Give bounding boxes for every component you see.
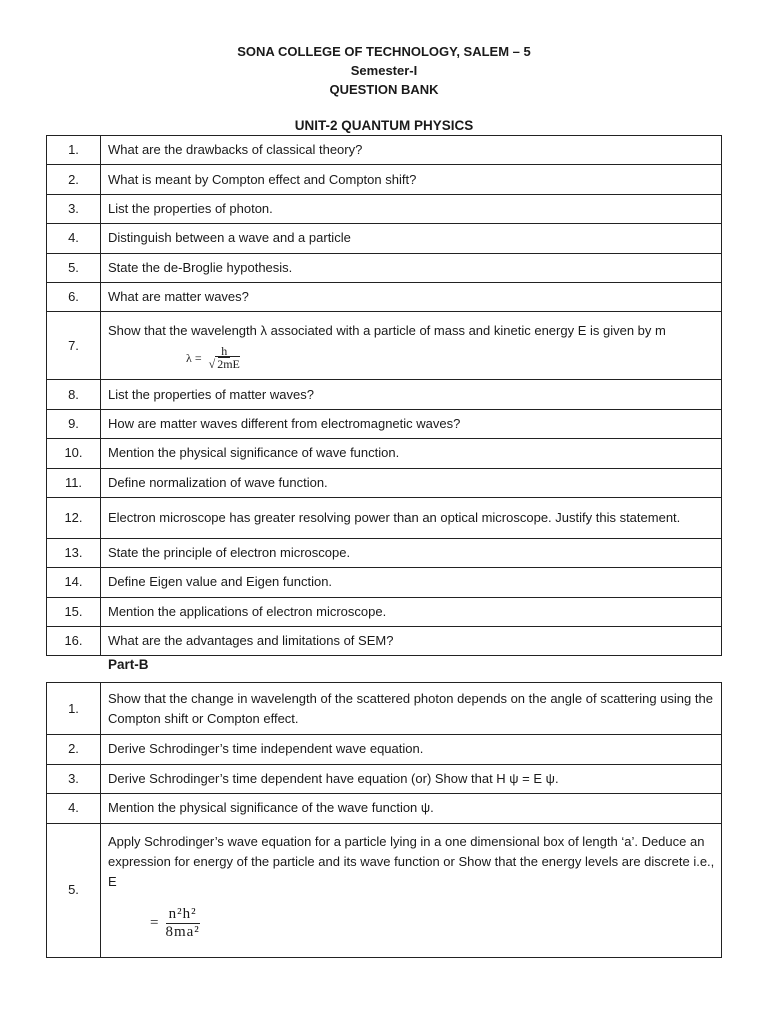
question-cell bbox=[101, 823, 722, 957]
question-number: 3. bbox=[47, 764, 101, 794]
question-text: How are matter waves different from electromagnetic waves? bbox=[101, 409, 722, 438]
question-number: 15. bbox=[47, 597, 101, 626]
energy-formula bbox=[150, 906, 715, 941]
table-row bbox=[47, 409, 722, 438]
formula-denominator-wrap: √ 2mE bbox=[208, 357, 240, 372]
formula-numerator: n²h² bbox=[166, 906, 200, 924]
question-text: What are the advantages and limitations of SEM? bbox=[101, 627, 722, 656]
table-row bbox=[47, 794, 722, 824]
question-number: 10. bbox=[47, 439, 101, 468]
question-number: 1. bbox=[47, 136, 101, 165]
question-number: 5. bbox=[47, 823, 101, 957]
question-text: Define normalization of wave function. bbox=[101, 468, 722, 497]
table-row bbox=[47, 439, 722, 468]
table-row bbox=[47, 497, 722, 538]
unit-title: UNIT-2 QUANTUM PHYSICS bbox=[294, 118, 474, 133]
question-text: Mention the physical significance of wave function. bbox=[101, 439, 722, 468]
question-text: Show that the wavelength λ associated with a particle of mass and kinetic energy E is given by m bbox=[108, 323, 666, 339]
formula-numerator: h bbox=[218, 345, 230, 358]
question-text: List the properties of photon. bbox=[101, 194, 722, 223]
formula-fraction bbox=[162, 906, 202, 941]
question-number: 8. bbox=[47, 380, 101, 409]
table-row bbox=[47, 823, 722, 957]
question-text: Electron microscope has greater resolving power than an optical microscope. Justify this statement. bbox=[101, 497, 722, 538]
table-row bbox=[47, 380, 722, 409]
question-text: Show that the change in wavelength of the scattered photon depends on the angle of scattering using the Compton shift or Compton effect. bbox=[101, 683, 722, 735]
question-text: Define Eigen value and Eigen function. bbox=[101, 568, 722, 597]
question-number: 7. bbox=[47, 312, 101, 380]
question-number: 16. bbox=[47, 627, 101, 656]
table-row bbox=[47, 735, 722, 765]
question-text: What is meant by Compton effect and Compton shift? bbox=[101, 165, 722, 194]
part-a-question-table bbox=[46, 135, 722, 656]
table-row bbox=[47, 194, 722, 223]
question-number: 9. bbox=[47, 409, 101, 438]
formula-fraction bbox=[206, 345, 243, 370]
question-text: Mention the applications of electron microscope. bbox=[101, 597, 722, 626]
semester-label: Semester-I bbox=[350, 63, 418, 78]
question-number: 14. bbox=[47, 568, 101, 597]
question-text: Apply Schrodinger’s wave equation for a particle lying in a one dimensional box of length ‘a’. Deduce an expression for energy of the particle and its wave function or Show that the energy levels are discrete i.e., E bbox=[108, 833, 715, 889]
table-row bbox=[47, 224, 722, 253]
table-row bbox=[47, 253, 722, 282]
table-row bbox=[47, 627, 722, 656]
question-text: List the properties of matter waves? bbox=[101, 380, 722, 409]
question-number: 4. bbox=[47, 224, 101, 253]
question-number: 1. bbox=[47, 683, 101, 735]
formula-lhs: = bbox=[150, 915, 159, 932]
question-text: Distinguish between a wave and a particle bbox=[101, 224, 722, 253]
document-type: QUESTION BANK bbox=[329, 82, 439, 97]
question-number: 3. bbox=[47, 194, 101, 223]
table-row bbox=[47, 165, 722, 194]
table-row bbox=[47, 568, 722, 597]
question-number: 2. bbox=[47, 165, 101, 194]
question-text: What are matter waves? bbox=[101, 282, 722, 311]
question-number: 13. bbox=[47, 538, 101, 567]
question-cell bbox=[101, 312, 722, 380]
wavelength-formula bbox=[186, 345, 715, 370]
formula-denominator: 8ma² bbox=[165, 923, 200, 940]
question-text: State the de-Broglie hypothesis. bbox=[101, 253, 722, 282]
question-text: Derive Schrodinger’s time independent wave equation. bbox=[101, 735, 722, 765]
question-text: State the principle of electron microscope. bbox=[101, 538, 722, 567]
table-row bbox=[47, 468, 722, 497]
college-name: SONA COLLEGE OF TECHNOLOGY, SALEM – 5 bbox=[237, 44, 531, 59]
table-row bbox=[47, 764, 722, 794]
question-number: 12. bbox=[47, 497, 101, 538]
table-row bbox=[47, 538, 722, 567]
part-b-heading: Part-B bbox=[108, 657, 149, 672]
question-number: 2. bbox=[47, 735, 101, 765]
table-row bbox=[47, 683, 722, 735]
question-number: 4. bbox=[47, 794, 101, 824]
question-number: 11. bbox=[47, 468, 101, 497]
part-b-question-table bbox=[46, 682, 722, 958]
formula-lhs: λ = bbox=[186, 350, 202, 365]
formula-denominator: 2mE bbox=[217, 357, 240, 372]
table-row bbox=[47, 136, 722, 165]
question-number: 6. bbox=[47, 282, 101, 311]
question-text: Mention the physical significance of the wave function ψ. bbox=[101, 794, 722, 824]
question-number: 5. bbox=[47, 253, 101, 282]
document-header bbox=[0, 42, 768, 99]
question-text: What are the drawbacks of classical theory? bbox=[101, 136, 722, 165]
question-text: Derive Schrodinger’s time dependent have equation (or) Show that H ψ = E ψ. bbox=[101, 764, 722, 794]
table-row bbox=[47, 312, 722, 380]
table-row bbox=[47, 597, 722, 626]
table-row bbox=[47, 282, 722, 311]
